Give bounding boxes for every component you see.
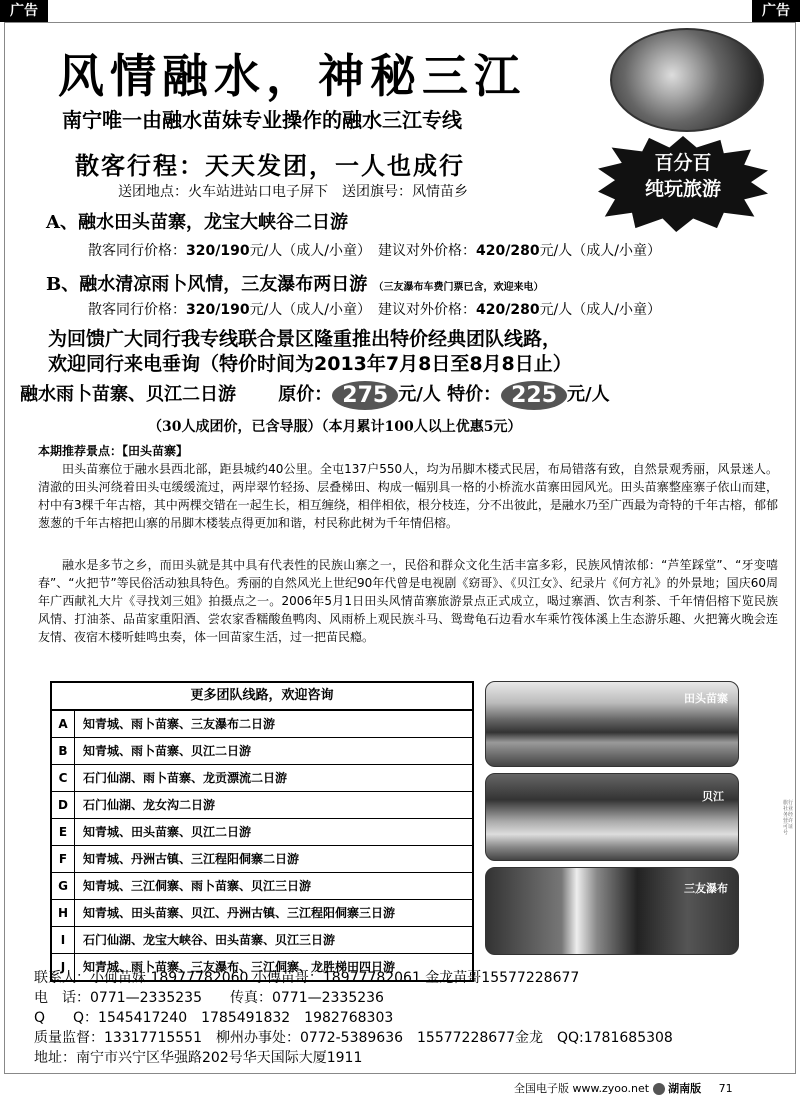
retail-price-value: 420/280 <box>476 302 540 318</box>
peer-price-value: 320/190 <box>186 302 250 318</box>
photo-label-beijiang: 贝江 <box>702 790 724 803</box>
route-a-name <box>46 208 348 234</box>
sendoff-info: 送团地点：火车站进站口电子屏下 送团旗号：风情苗乡 <box>118 184 468 200</box>
row-text: 知青城、田头苗寨、贝江、丹洲古镇、三江程阳侗寨三日游 <box>83 906 396 920</box>
table-row <box>52 873 472 900</box>
row-letter: F <box>52 846 75 872</box>
retail-price-label: 建议对外价格： <box>378 243 476 259</box>
starburst-line2: 纯玩旅游 <box>644 178 721 200</box>
contact-supervision: 质量监督：13317715551 柳州办事处：0772-5389636 15577228677金龙 QQ:1781685308 <box>34 1030 673 1046</box>
photo-label-tiantou: 田头苗寨 <box>684 692 728 705</box>
page-footer <box>514 1080 733 1096</box>
peer-price-label: 散客同行价格： <box>88 243 186 259</box>
route-a-prices <box>88 240 661 260</box>
original-price-unit: 元/人 <box>398 384 441 405</box>
route-b-note: （三友瀑布车费门票已含，欢迎来电） <box>373 282 544 293</box>
paragraph-1: 田头苗寨位于融水县西北部，距县城约40公里。全屯137户550人，均为吊脚木楼式民居，布局错落有致，自然景观秀丽，风景迷人。清澈的田头河绕着田头屯缓缓流过，两岸翠竹轻扬、层叠梯田、构成一幅别具一格的小桥流水苗寨田园风光。田头苗寨整座寨子依山而建，村中有3棵千年古榕，其中两棵交错在一起生长，相互缠绕，相伴相依，根分枝连，分不出彼此，是融水乃至广西最为奇特的千年古榕，郁郁葱葱的千年古榕把山寨的吊脚木楼装点得更加和谐，村民称此树为千年情侣榕。 <box>38 462 778 530</box>
special-offer <box>20 380 610 410</box>
footer-site: 全国电子版 www.zyoo.net <box>514 1082 650 1095</box>
sale-price-badge: 225 <box>501 381 567 410</box>
original-price-badge: 275 <box>332 381 398 410</box>
table-row <box>52 792 472 819</box>
row-letter: J <box>52 954 75 980</box>
page-number: 71 <box>718 1082 733 1095</box>
retail-price-value: 420/280 <box>476 243 540 259</box>
ad-tag-left: 广告 <box>0 0 48 22</box>
starburst-line1: 百分百 <box>654 152 712 174</box>
row-text: 知青城、雨卜苗寨、三友瀑布二日游 <box>83 717 276 731</box>
row-text: 知青城、丹洲古镇、三江程阳侗寨二日游 <box>83 852 300 866</box>
tiantou-village-photo <box>485 681 739 767</box>
row-letter: A <box>52 711 75 737</box>
row-text: 知青城、三江侗寨、雨卜苗寨、贝江三日游 <box>83 879 312 893</box>
row-letter: G <box>52 873 75 899</box>
row-letter: B <box>52 738 75 764</box>
contact-qq: Q Q：1545417240 1785491832 1982768303 <box>34 1010 394 1026</box>
contact-address: 地址：南宁市兴宁区华强路202号华天国际大厦1911 <box>34 1050 363 1066</box>
row-text: 石门仙湖、龙女沟二日游 <box>83 798 216 812</box>
table-row <box>52 846 472 873</box>
row-text: 石门仙湖、雨卜苗寨、龙贡漂流二日游 <box>83 771 288 785</box>
beijiang-river-photo <box>485 773 739 861</box>
row-text: 石门仙湖、龙宝大峡谷、田头苗寨、贝江三日游 <box>83 933 336 947</box>
contact-phone: 电 话：0771—2335235 传真：0771—2335236 <box>34 990 384 1006</box>
original-price-label: 原价： <box>278 384 333 405</box>
row-letter: H <box>52 900 75 926</box>
sale-price-unit: 元/人 <box>567 384 610 405</box>
group-note: （30人成团价，已含导服）（本月累计100人以上优惠5元） <box>148 419 522 435</box>
starburst-text <box>598 150 768 202</box>
retail-price-unit: 元/人（成人/小童） <box>539 302 661 318</box>
sanyou-waterfall-photo <box>485 867 739 955</box>
route-b-title: B、融水清凉雨卜风情，三友瀑布两日游 <box>46 274 368 295</box>
row-letter: D <box>52 792 75 818</box>
peer-price-unit: 元/人（成人/小童） <box>249 243 364 259</box>
peer-price-unit: 元/人（成人/小童） <box>249 302 364 318</box>
row-letter: I <box>52 927 75 953</box>
miao-girl-photo <box>610 28 764 132</box>
page-title: 风情融水，神秘三江 <box>58 49 526 103</box>
photo-label-sanyou: 三友瀑布 <box>684 882 728 895</box>
side-license-note: 旅行社业务经营许可证号 <box>783 800 794 836</box>
route-b-prices <box>88 299 661 319</box>
table-row <box>52 765 472 792</box>
footer-logo-icon <box>653 1083 665 1095</box>
ad-tag-right: 广告 <box>752 0 800 22</box>
retail-price-unit: 元/人（成人/小童） <box>539 243 661 259</box>
footer-edition: 湖南版 <box>668 1082 702 1095</box>
table-row <box>52 819 472 846</box>
sale-price-label: 特价： <box>447 384 502 405</box>
paragraph-2: 融水是多节之乡，而田头就是其中具有代表性的民族山寨之一，民俗和群众文化生活丰富多彩，民族风情浓郁：“芦笙踩堂”、“牙变嘻春”、“火把节”等民俗活动独具特色。秀丽的自然风光上世纪90年代曾是电视剧《窈哥》、《贝江女》、纪录片《何方礼》的外景地；国庆60周年广西献礼大片《寻找刘三姐》拍摄点之一。2006年5月1日田头风情苗寨旅游景点正式成立，喝过寨酒、饮吉利茶、千年情侣榕下览民族风情、打油茶、品苗家重阳酒、尝农家香糯酸鱼鸭肉、风雨桥上观民族斗马、鸳鸯龟石边看水车乘竹筏体溪上生态游乐趣、火把篝火晚会连友情、夜宿木楼听蛙鸣虫奏，体一回苗家生活，过一把苗民瘾。 <box>38 558 778 644</box>
promo-line-1: 为回馈广大同行我专线联合景区隆重推出特价经典团队线路， <box>48 328 562 350</box>
table-row <box>52 711 472 738</box>
contact-persons: 联系人：小何苗妹 18977782060 小傅苗哥：18977782061 金龙苗哥15577228677 <box>34 970 580 986</box>
route-a-title: A、融水田头苗寨，龙宝大峡谷二日游 <box>46 212 348 233</box>
daily-tour-headline: 散客行程：天天发团，一人也成行 <box>75 151 465 180</box>
row-text: 知青城、雨卜苗寨、三友瀑布、三江侗寨、龙胜梯田四日游 <box>83 960 396 974</box>
more-routes-header: 更多团队线路，欢迎咨询 <box>52 683 472 711</box>
table-row <box>52 900 472 927</box>
retail-price-label: 建议对外价格： <box>378 302 476 318</box>
table-row <box>52 927 472 954</box>
subtitle: 南宁唯一由融水苗妹专业操作的融水三江专线 <box>62 108 462 132</box>
route-b-name <box>46 270 544 296</box>
special-route: 融水雨卜苗寨、贝江二日游 <box>20 384 236 405</box>
more-routes-table <box>50 681 474 982</box>
promo-line-2: 欢迎同行来电垂询（特价时间为2013年7月8日至8月8日止） <box>48 353 572 375</box>
row-letter: E <box>52 819 75 845</box>
row-letter: C <box>52 765 75 791</box>
recommend-heading: 本期推荐景点：【田头苗寨】 <box>38 444 189 458</box>
row-text: 知青城、雨卜苗寨、贝江二日游 <box>83 744 252 758</box>
row-text: 知青城、田头苗寨、贝江二日游 <box>83 825 252 839</box>
peer-price-label: 散客同行价格： <box>88 302 186 318</box>
peer-price-value: 320/190 <box>186 243 250 259</box>
table-row <box>52 738 472 765</box>
